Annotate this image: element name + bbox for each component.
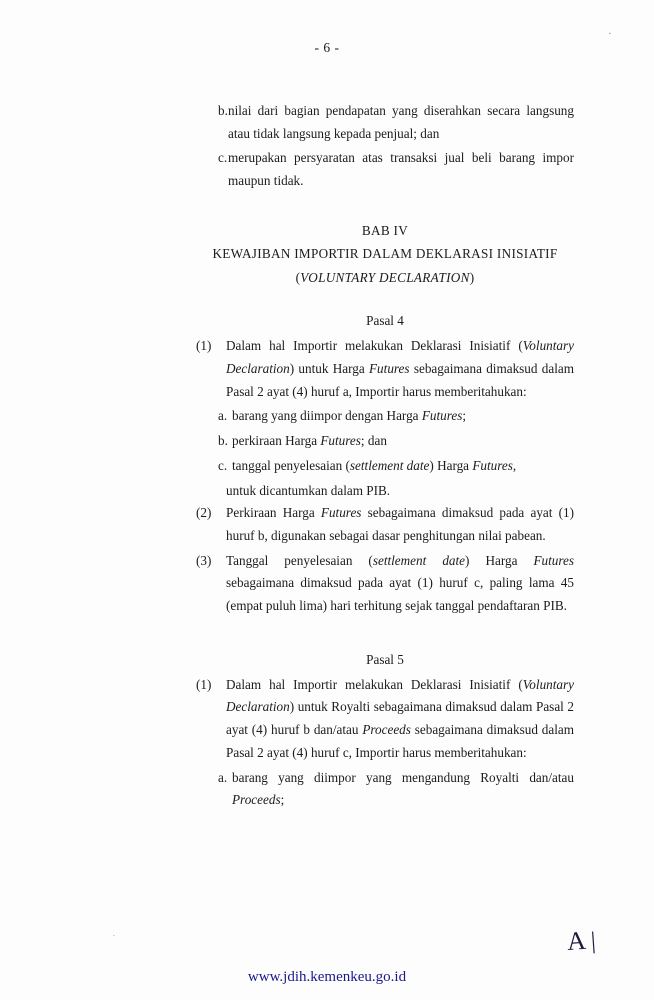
text-segment: barang yang diimpor yang mengandung Royalti dan/atau: [232, 769, 574, 785]
handwritten-initial: [566, 925, 597, 957]
text-segment: Tanggal penyelesaian (: [226, 552, 373, 568]
margin-mark-top-right: ·: [608, 28, 612, 40]
text-italic: settlement date: [372, 552, 466, 568]
text-italic: Futures: [369, 361, 410, 377]
text-italic: Futures: [533, 552, 574, 568]
footer-url[interactable]: www.jdih.kemenkeu.go.id: [247, 969, 407, 985]
subitem-text: [232, 430, 574, 453]
text-segment: ;: [462, 408, 467, 424]
subitem-marker: a.: [218, 408, 228, 424]
text-segment: ) Harga: [465, 552, 534, 568]
subitem-text: [232, 455, 574, 478]
text-italic: Futures: [472, 457, 513, 473]
text-segment: perkiraan Harga: [232, 433, 321, 449]
article-4-paragraph-1-closing: untuk dicantumkan dalam PIB.: [226, 482, 391, 498]
paragraph-marker: (2): [196, 505, 212, 521]
list-item-text: merupakan persyaratan atas transaksi jual beli barang impor maupun tidak.: [228, 150, 574, 189]
article-4-subitem-a: [196, 405, 574, 428]
page-number: - 6 -: [314, 40, 340, 55]
article-4-subitem-b: [196, 430, 574, 453]
text-segment: ) Harga: [429, 457, 473, 473]
subitem-text: [232, 405, 574, 428]
list-marker: c.: [218, 150, 228, 166]
list-item: [196, 147, 574, 192]
text-segment: sebagaimana dimaksud pada ayat (1) huruf c, paling lama 45 (empat puluh lima) hari terhitung sejak tanggal pendaftaran PIB.: [226, 575, 574, 614]
article-5-paragraph-1: [196, 674, 574, 765]
subitem-marker: c.: [218, 457, 228, 473]
paragraph-marker: (1): [196, 338, 212, 354]
article-4-paragraph-1: [196, 335, 574, 403]
text-italic: Futures: [320, 433, 361, 449]
text-segment: sebagaimana dimaksud dalam Pasal 2 ayat (4) huruf c, Importir harus memberitahukan:: [226, 722, 575, 760]
chapter-subtitle-open: (: [295, 269, 301, 285]
article-5-subitem-a: [196, 767, 574, 812]
text-segment: Dalam hal Importir melakukan Deklarasi Inisiatif (: [226, 676, 523, 692]
text-segment: sebagaimana dimaksud pada ayat (1) huruf b, digunakan sebagai dasar penghitungan nilai pabean.: [226, 505, 574, 543]
chapter-subtitle: [196, 266, 574, 290]
paragraph-marker: (3): [196, 552, 212, 568]
article-4-paragraph-2: [196, 502, 574, 547]
text-italic: Voluntary Declaration: [226, 338, 574, 377]
paragraph-marker: (1): [196, 676, 212, 692]
chapter-subtitle-close: ): [469, 269, 475, 285]
text-italic: Voluntary Declaration: [226, 676, 574, 715]
article-4-heading: Pasal 4: [366, 313, 404, 329]
text-segment: ) untuk Harga: [289, 361, 369, 377]
text-italic: settlement date: [349, 457, 430, 473]
text-segment: sebagaimana dimaksud dalam Pasal 2 ayat (4) huruf a, Importir harus memberitahukan:: [226, 361, 574, 399]
list-item: [196, 100, 574, 145]
chapter-subtitle-italic: VOLUNTARY DECLARATION: [300, 269, 470, 285]
article-5-heading: Pasal 5: [366, 651, 404, 667]
list-item-text: nilai dari bagian pendapatan yang diserahkan secara langsung atau tidak langsung kepada penjual; dan: [228, 103, 574, 141]
paragraph-text: [226, 502, 574, 547]
text-segment: Dalam hal Importir melakukan Deklarasi Inisiatif (: [226, 338, 523, 354]
text-italic: Proceeds: [362, 722, 411, 738]
paragraph-text: [226, 674, 574, 765]
text-segment: Perkiraan Harga: [226, 505, 321, 521]
text-segment: ; dan: [360, 433, 387, 449]
initial-secondary: |: [590, 928, 597, 955]
article-4-paragraph-3: [196, 550, 574, 618]
document-content: [196, 100, 574, 814]
chapter-label: BAB IV: [361, 222, 409, 238]
subitem-marker: b.: [218, 433, 228, 449]
text-segment: barang yang diimpor dengan Harga: [232, 408, 422, 424]
text-italic: Futures: [421, 408, 463, 424]
list-marker: b.: [218, 103, 228, 118]
text-segment: tanggal penyelesaian (: [232, 457, 350, 473]
text-segment: ) untuk Royalti sebagaimana dimaksud dalam Pasal 2 ayat (4) huruf b dan/atau: [226, 699, 574, 738]
text-segment: ;: [280, 792, 285, 808]
text-segment: ,: [512, 457, 517, 473]
subitem-text: [232, 767, 574, 812]
paragraph-text: [226, 335, 574, 403]
margin-mark-left: ·: [112, 930, 116, 942]
text-italic: Proceeds: [232, 792, 281, 808]
text-italic: Futures: [320, 505, 362, 521]
subitem-marker: a.: [218, 769, 228, 785]
chapter-title: KEWAJIBAN IMPORTIR DALAM DEKLARASI INISIATIF: [212, 246, 558, 262]
initial-primary: A: [566, 925, 588, 956]
chapter-heading-block: [196, 219, 574, 290]
article-4-subitem-c: [196, 455, 574, 478]
paragraph-text: [226, 550, 574, 618]
